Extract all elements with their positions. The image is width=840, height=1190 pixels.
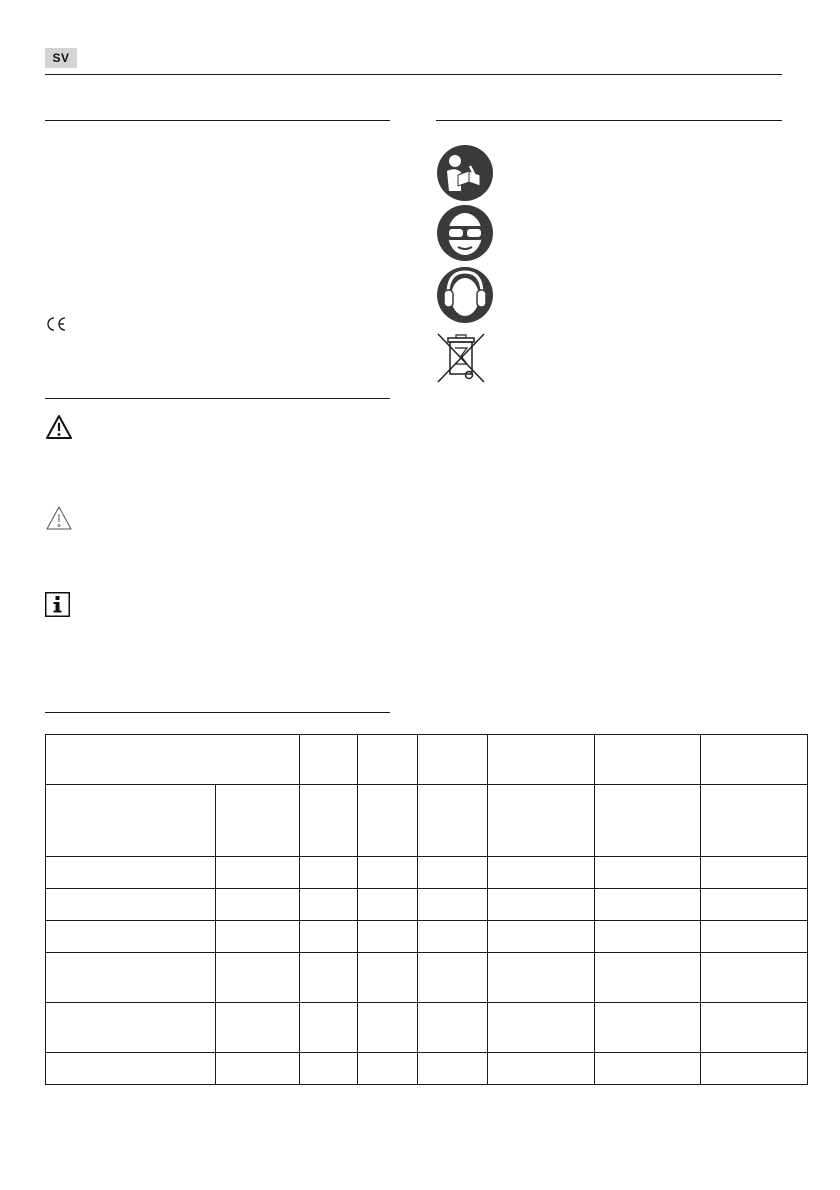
table-row (46, 785, 808, 857)
table-row (46, 1003, 808, 1053)
table-row (46, 953, 808, 1003)
table-cell (488, 953, 595, 1003)
table-cell (46, 735, 300, 785)
table-cell (358, 857, 418, 889)
table-cell (46, 1053, 216, 1085)
table-cell (216, 1003, 300, 1053)
table-cell (595, 785, 701, 857)
section-divider-left-1 (45, 120, 390, 121)
table-row (46, 921, 808, 953)
table-cell (46, 921, 216, 953)
table-cell (595, 953, 701, 1003)
table-cell (46, 889, 216, 921)
table-cell (300, 889, 358, 921)
table-cell (300, 785, 358, 857)
table-cell (701, 857, 808, 889)
table-cell (595, 857, 701, 889)
table-cell (418, 889, 488, 921)
table-cell (488, 785, 595, 857)
table-row (46, 1053, 808, 1085)
table-cell (595, 1053, 701, 1085)
table-cell (595, 921, 701, 953)
table-cell (46, 785, 216, 857)
table-cell (46, 1003, 216, 1053)
table-cell (595, 735, 701, 785)
table-cell (701, 785, 808, 857)
table-cell (418, 735, 488, 785)
table-cell (701, 889, 808, 921)
safety-goggles-icon (436, 204, 494, 267)
table-cell (701, 1053, 808, 1085)
section-divider-left-2 (45, 398, 390, 399)
table-cell (358, 1053, 418, 1085)
table-cell (488, 857, 595, 889)
section-divider-left-3 (45, 712, 390, 713)
information-icon (45, 592, 70, 622)
technical-data-table (45, 734, 808, 1085)
table-cell (358, 785, 418, 857)
table-cell (216, 953, 300, 1003)
table-cell (358, 1003, 418, 1053)
table-cell (300, 857, 358, 889)
table-cell (488, 921, 595, 953)
table-cell (358, 735, 418, 785)
table-cell (418, 953, 488, 1003)
table-cell (216, 785, 300, 857)
table-cell (595, 889, 701, 921)
table-cell (488, 735, 595, 785)
table-cell (216, 921, 300, 953)
table-cell (300, 1003, 358, 1053)
table-row (46, 889, 808, 921)
crossed-out-bin-icon (436, 332, 486, 391)
ear-protection-icon (436, 266, 494, 329)
table-cell (300, 953, 358, 1003)
header-divider (45, 74, 782, 75)
table-cell (418, 785, 488, 857)
table-cell (418, 1053, 488, 1085)
table-cell (358, 921, 418, 953)
table-cell (701, 921, 808, 953)
table-cell (701, 735, 808, 785)
danger-warning-icon (45, 414, 73, 445)
table-cell (701, 1003, 808, 1053)
table-cell (358, 953, 418, 1003)
table-cell (300, 735, 358, 785)
table-cell (595, 1003, 701, 1053)
table-cell (418, 921, 488, 953)
table-cell (46, 857, 216, 889)
table-cell (216, 857, 300, 889)
table-cell (358, 889, 418, 921)
table-cell (300, 921, 358, 953)
table-cell (216, 889, 300, 921)
ce-mark-icon (46, 316, 68, 337)
table-cell (418, 1003, 488, 1053)
table-cell (701, 953, 808, 1003)
table-cell (488, 889, 595, 921)
table-cell (300, 1053, 358, 1085)
table-cell (488, 1053, 595, 1085)
language-badge: SV (45, 48, 77, 68)
table-row (46, 857, 808, 889)
section-divider-right-1 (436, 120, 782, 121)
table-header-row (46, 735, 808, 785)
table-cell (216, 1053, 300, 1085)
caution-warning-icon (45, 505, 73, 536)
table-cell (418, 857, 488, 889)
read-manual-icon (436, 144, 494, 207)
table-cell (488, 1003, 595, 1053)
table-cell (46, 953, 216, 1003)
